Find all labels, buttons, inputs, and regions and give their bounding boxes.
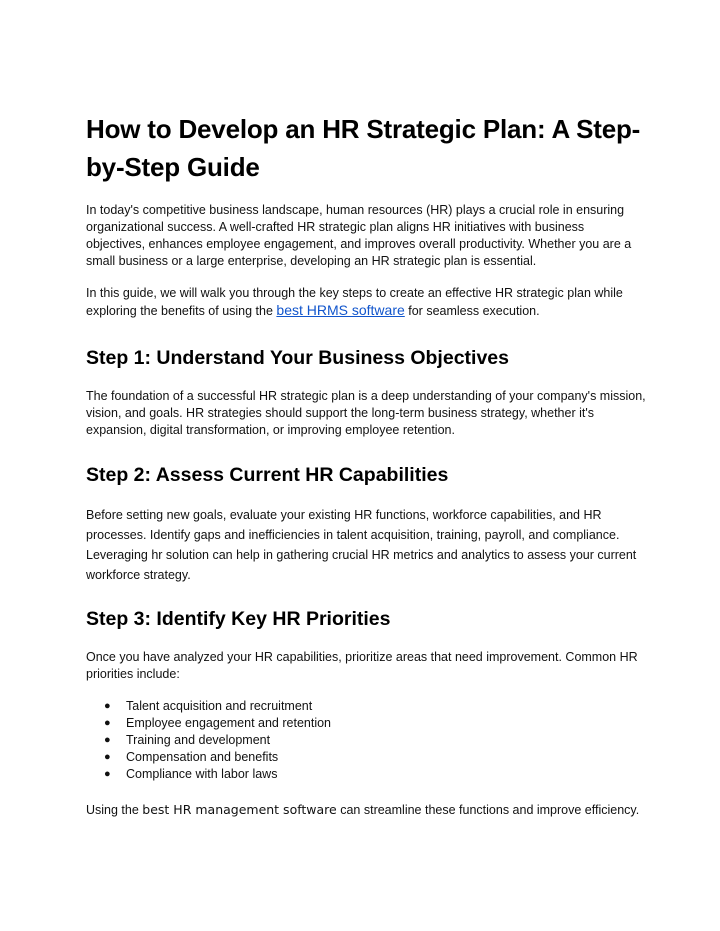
step2-paragraph: Before setting new goals, evaluate your existing HR functions, workforce capabilities, and HR processes. Identify gaps and inefficiencies in talent acquisition, training, payroll, and compliance. Leveraging hr solution can help in gathering crucial HR metrics and analytics to assess your current workforce strategy. [86, 508, 637, 582]
list-item: ● Employee engagement and retention [104, 716, 332, 730]
list-item: ● Training and development [104, 733, 271, 747]
step1-paragraph: The foundation of a successful HR strategic plan is a deep understanding of your company's mission, vision, and goals. HR strategies should support the long-term business strategy, whether it's expansion, digital transformation, or improving employee retention. [86, 389, 646, 437]
guide-text-after: for seamless execution. [404, 304, 540, 318]
bullet-icon: ● [104, 717, 111, 729]
guide-text-before: In this guide, we will walk you through the key steps to create an effective HR strategic plan while exploring the benefits of using the [86, 286, 623, 318]
bullet-icon: ● [104, 734, 111, 746]
step1-heading: Step 1: Understand Your Business Objectives [86, 347, 509, 369]
list-item: ● Compensation and benefits [104, 750, 279, 764]
closing-paragraph: Using the best HR management software can streamline these functions and improve efficiency. [86, 802, 640, 817]
step3-heading: Step 3: Identify Key HR Priorities [86, 608, 391, 630]
list-item: ● Compliance with labor laws [104, 767, 278, 781]
intro-paragraph: In today's competitive business landscape, human resources (HR) plays a crucial role in ensuring organizational success. A well-crafted HR strategic plan aligns HR initiatives with business objectives, enhances employee engagement, and improves overall productivity. Whether you are a small business or a large enterprise, developing an HR strategic plan is essential. [86, 203, 632, 268]
document-page [86, 110, 646, 835]
bullet-icon: ● [104, 700, 111, 712]
page-title: How to Develop an HR Strategic Plan: A Step-by-Step Guide [86, 114, 641, 182]
step3-paragraph: Once you have analyzed your HR capabilities, prioritize areas that need improvement. Common HR priorities include: [86, 650, 638, 681]
guide-paragraph [86, 285, 646, 320]
hr-priorities-list [86, 698, 646, 783]
bullet-icon: ● [104, 751, 111, 763]
step2-heading: Step 2: Assess Current HR Capabilities [86, 464, 449, 486]
bullet-icon: ● [104, 768, 111, 780]
hr-software-phrase: best HR management software [142, 802, 337, 817]
hrms-software-link[interactable]: best HRMS software [276, 302, 405, 318]
list-item: ● Talent acquisition and recruitment [104, 699, 313, 713]
